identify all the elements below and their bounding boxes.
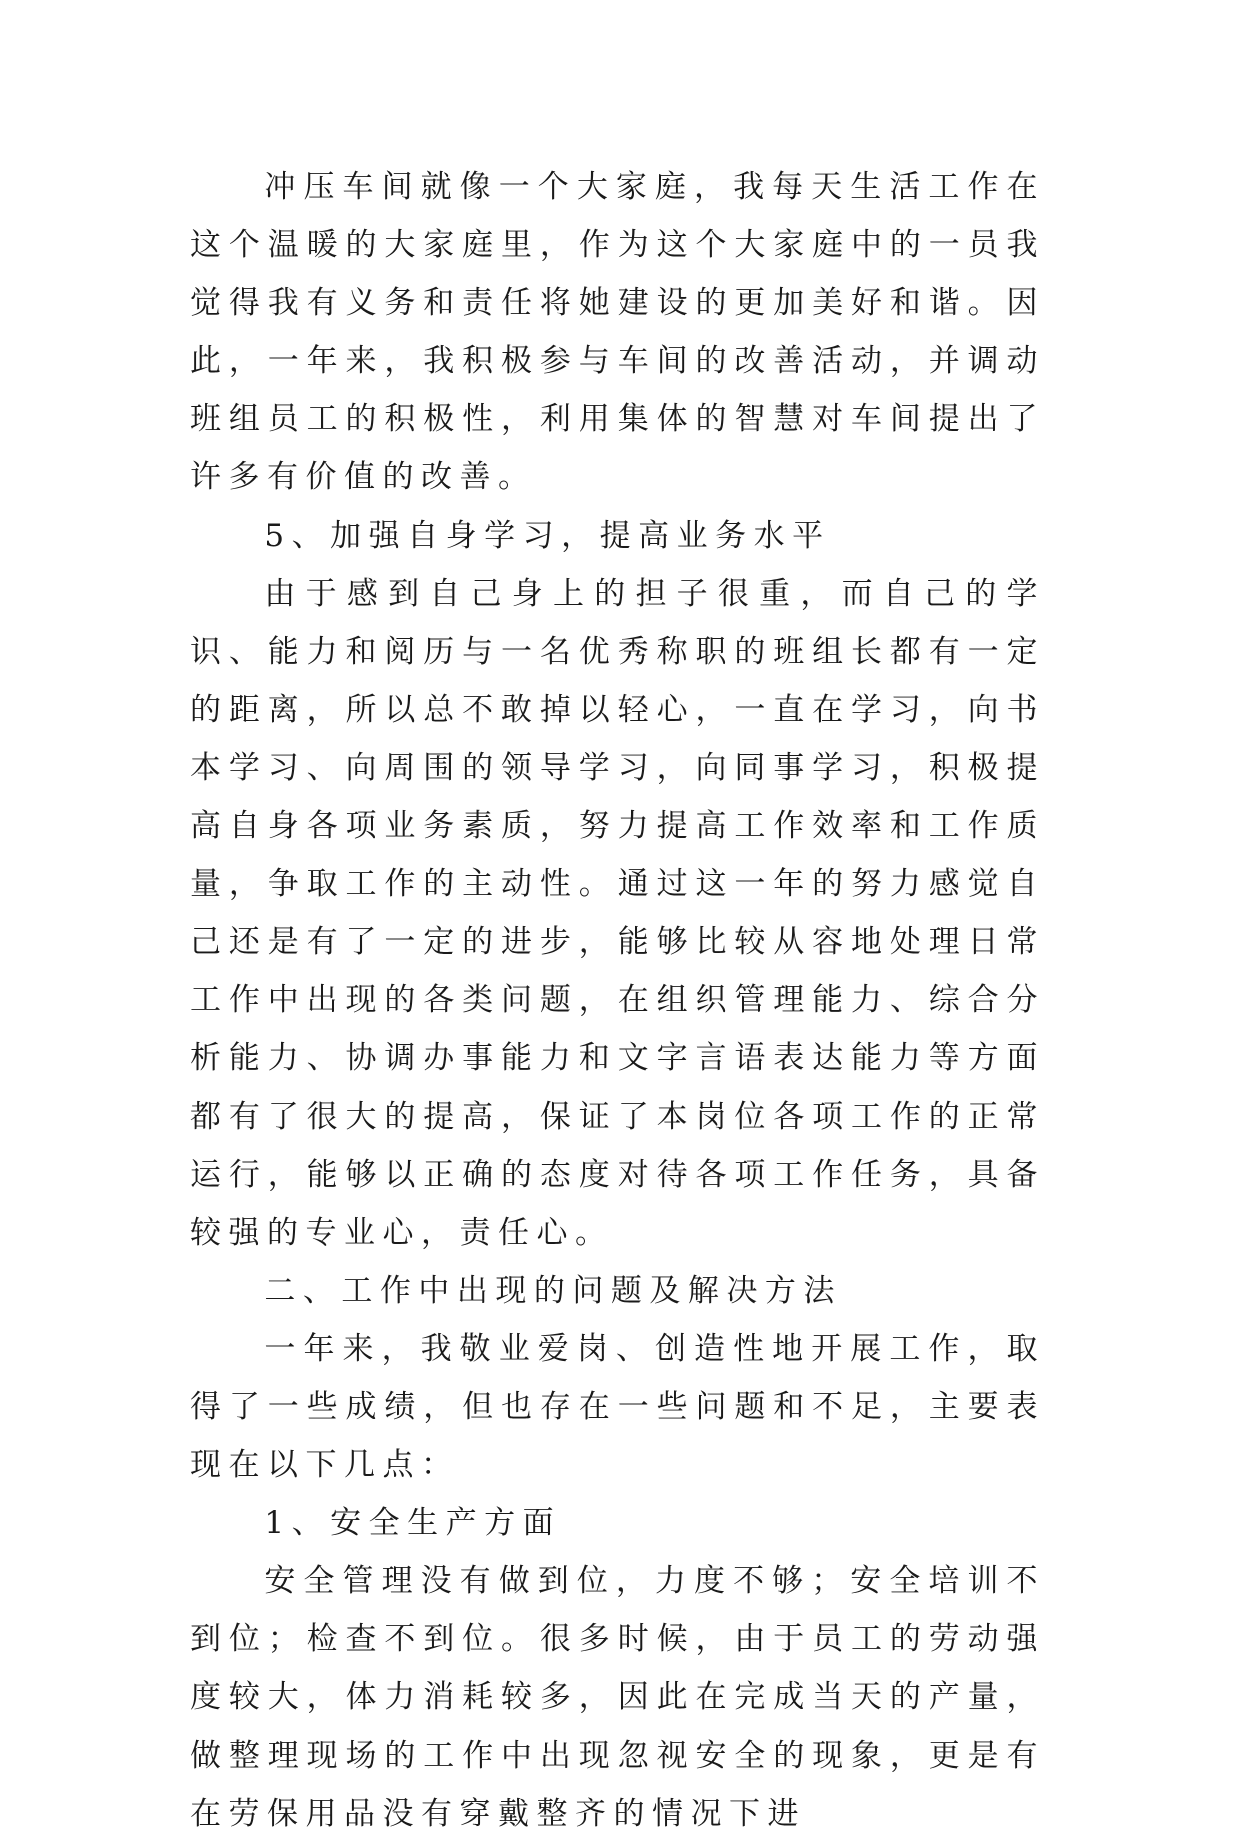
paragraph-safety-management: 安全管理没有做到位，力度不够；安全培训不到位；检查不到位。很多时候，由于员工的劳动强度较大，体力消耗较多，因此在完成当天的产量，做整理现场的工作中出现忽视安全的现象，更是有在劳保用品没有穿戴整齐的情况下进: [190, 1563, 1045, 1832]
paragraph-problems-intro: 一年来，我敬业爱岗、创造性地开展工作，取得了一些成绩，但也存在一些问题和不足，主要表现在以下几点：: [190, 1330, 1045, 1484]
paragraph-workshop-family: 冲压车间就像一个大家庭，我每天生活工作在这个温暖的大家庭里，作为这个大家庭中的一员我觉得我有义务和责任将她建设的更加美好和谐。因此，一年来，我积极参与车间的改善活动，并调动班组员工的积极性，利用集体的智慧对车间提出了许多有价值的改善。: [190, 169, 1045, 496]
heading-self-study: 5、加强自身学习，提高业务水平: [264, 517, 831, 554]
heading-safety-production: 1、安全生产方面: [264, 1505, 562, 1542]
document-body: [190, 158, 1045, 1843]
paragraph-self-study: 由于感到自己身上的担子很重，而自己的学识、能力和阅历与一名优秀称职的班组长都有一定的距离，所以总不敢掉以轻心，一直在学习，向书本学习、向周围的领导学习，向同事学习，积极提高自身各项业务素质，努力提高工作效率和工作质量，争取工作的主动性。通过这一年的努力感觉自己还是有了一定的进步，能够比较从容地处理日常工作中出现的各类问题，在组织管理能力、综合分析能力、协调办事能力和文字言语表达能力等方面都有了很大的提高，保证了本岗位各项工作的正常运行，能够以正确的态度对待各项工作任务，具备较强的专业心，责任心。: [190, 575, 1045, 1251]
heading-problems-solutions: 二、工作中出现的问题及解决方法: [264, 1272, 842, 1309]
